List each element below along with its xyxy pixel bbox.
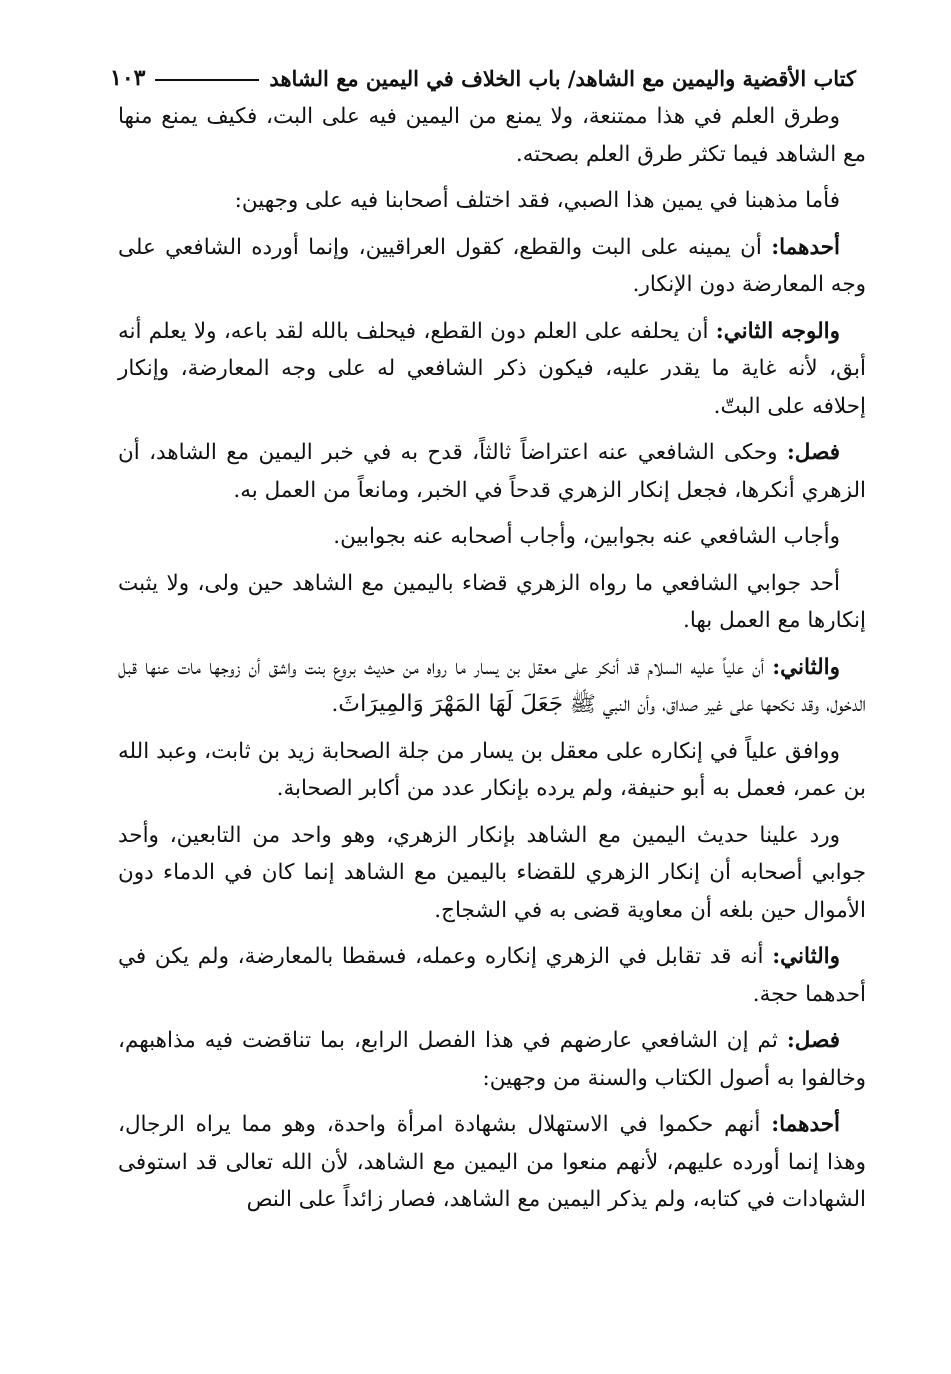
paragraph-lead: والثاني: <box>772 654 840 680</box>
paragraph-text: أحد جوابي الشافعي ما رواه الزهري قضاء باليمين مع الشاهد حين ولى، ولا يثبت إنكارها مع العمل بها. <box>118 570 866 633</box>
paragraph-text: فأما مذهبنا في يمين هذا الصبي، فقد اختلف أصحابنا فيه على وجهين: <box>234 188 840 213</box>
paragraph <box>118 1022 866 1097</box>
paragraph-lead: أحدهما: <box>771 234 840 260</box>
paragraph <box>118 98 866 173</box>
paragraph-lead: أحدهما: <box>771 1112 840 1137</box>
paragraph-text: أن يحلفه على العلم دون القطع، فيحلف بالله لقد باعه، ولا يعلم أنه أبق، لأنه غاية ما يقدر عليه، فيكون ذكر الشافعي له على وجه المعارضة، وإنكار إحلافه على البتّ. <box>118 318 866 419</box>
body-text <box>118 98 866 1228</box>
page-number: ١٠٣ <box>110 65 146 91</box>
paragraph <box>118 518 866 556</box>
quoted-hadith: جَعَلَ لَهَا المَهْرَ وَالمِيرَاثَ <box>338 691 564 717</box>
paragraph-text: ثم إن الشافعي عارضهم في هذا الفصل الرابع، بما تناقضت فيه مذاهبهم، وخالفوا به أصول الكتاب والسنة من وجهين: <box>118 1028 866 1091</box>
paragraph <box>118 649 866 724</box>
paragraph <box>118 733 866 808</box>
paragraph-text: وأجاب الشافعي عنه بجوابين، وأجاب أصحابه عنه بجوابين. <box>333 524 840 549</box>
paragraph-text: أنهم حكموا في الاستهلال بشهادة امرأة واحدة، وهو مما يراه الرجال، وهذا إنما أورده عليهم، لأنهم منعوا من اليمين مع الشاهد، لأن الله تعالى قد استوفى الشهادات في كتابه، ولم يذكر اليمين مع الشاهد، فصار زائداً على النص <box>118 1112 866 1212</box>
paragraph-lead: فصل: <box>786 1028 840 1053</box>
paragraph-lead: والوجه الثاني: <box>715 318 840 344</box>
paragraph <box>118 938 866 1013</box>
paragraph <box>118 565 866 640</box>
paragraph-text: ورد علينا حديث اليمين مع الشاهد بإنكار الزهري، وهو واحد من التابعين، وأحد جوابي أصحابه أن إنكار الزهري للقضاء باليمين مع الشاهد إنما كان في الدماء دون الأموال حين بلغه أن معاوية قضى به في الشجاج. <box>118 822 866 923</box>
paragraph <box>118 1106 866 1219</box>
header-rule <box>155 79 259 81</box>
paragraph <box>118 313 866 426</box>
paragraph-tail: . <box>331 692 339 717</box>
paragraph <box>118 229 866 304</box>
paragraph <box>118 182 866 220</box>
paragraph-text: وطرق العلم في هذا ممتنعة، ولا يمنع من اليمين فيه على البت، فكيف يمنع منها مع الشاهد فيما تكثر طرق العلم بصحته. <box>118 104 866 167</box>
header-title: كتاب الأقضية واليمين مع الشاهد/ باب الخلاف في اليمين مع الشاهد <box>269 65 856 91</box>
paragraph <box>118 817 866 930</box>
paragraph-text: وحكى الشافعي عنه اعتراضاً ثالثاً، قدح به في خبر اليمين مع الشاهد، أن الزهري أنكرها، فجعل إنكار الزهري قدحاً في الخبر، ومانعاً من العمل به. <box>118 440 866 503</box>
paragraph-text: أن يمينه على البت والقطع، كقول العراقيين، وإنما أورده الشافعي على وجه المعارضة دون الإنكار. <box>118 234 866 297</box>
running-header <box>110 60 856 96</box>
paragraph-text: أنه قد تقابل في الزهري إنكاره وعمله، فسقطا بالمعارضة، ولم يكن في أحدهما حجة. <box>118 944 866 1007</box>
paragraph-text: أن علياً عليه السلام قد أنكر على معقل بن يسار ما رواه من حديث بروع بنت واشق أن زوجها مات عنها قبل الدخول، وقد نكحها على غير صداق، وأن النبي ﷺ <box>118 654 866 717</box>
paragraph-text: ووافق علياً في إنكاره على معقل بن يسار من جلة الصحابة زيد بن ثابت، وعبد الله بن عمر، فعمل به أبو حنيفة، ولم يرده بإنكار عدد من أكابر الصحابة. <box>118 738 866 801</box>
paragraph-lead: فصل: <box>786 440 840 465</box>
paragraph-lead: والثاني: <box>772 944 840 969</box>
paragraph <box>118 434 866 509</box>
